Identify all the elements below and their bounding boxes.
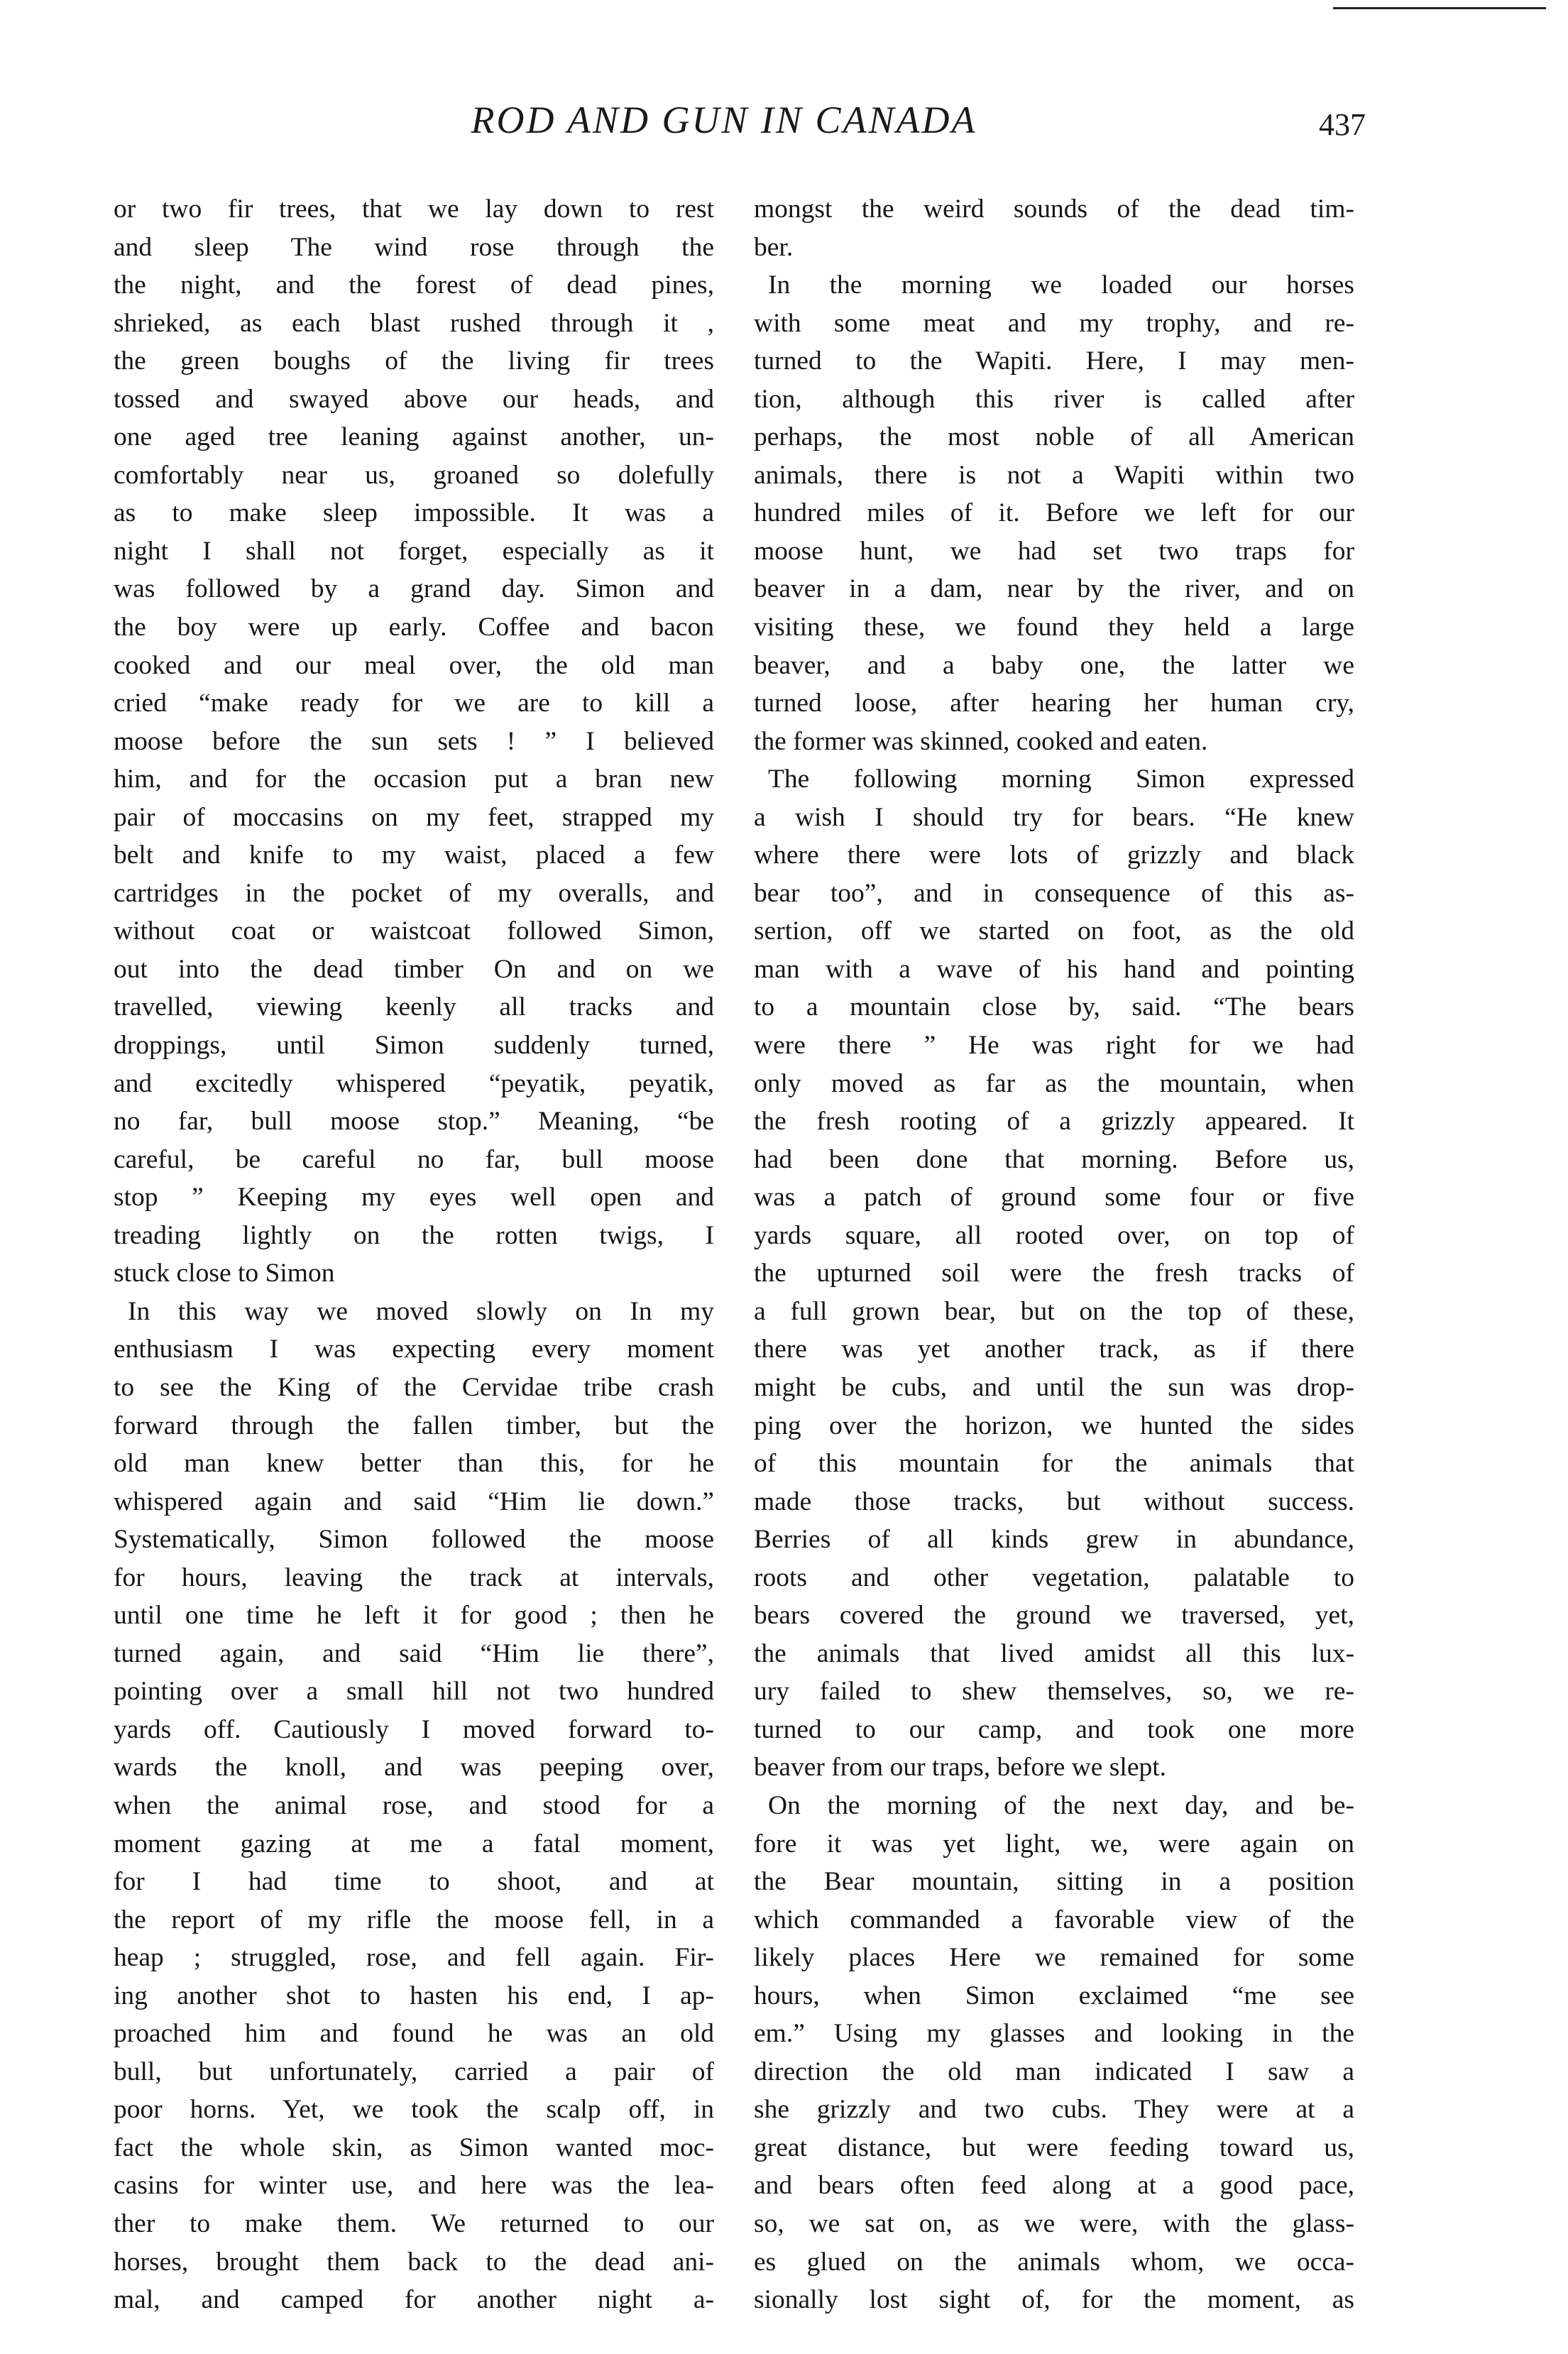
text-line: old man knew better than this, for he xyxy=(114,1449,714,1479)
text-line: ber. xyxy=(754,232,794,262)
text-line: or two fir trees, that we lay down to rest xyxy=(114,195,714,224)
text-line: heap ; struggled, rose, and fell again. Fir- xyxy=(114,1943,714,1973)
text-line: moose hunt, we had set two traps for xyxy=(754,536,1354,566)
text-line: moose before the sun sets ! ” I believed xyxy=(114,726,714,756)
text-line: ping over the horizon, we hunted the sides xyxy=(754,1411,1354,1440)
text-line: of this mountain for the animals that xyxy=(754,1449,1354,1479)
text-line: and bears often feed along at a good pace, xyxy=(754,2171,1354,2201)
text-line: direction the old man indicated I saw a xyxy=(754,2057,1354,2086)
text-line: the Bear mountain, sitting in a position xyxy=(754,1867,1354,1897)
text-line: the former was skinned, cooked and eaten. xyxy=(754,726,1208,756)
text-line: tossed and swayed above our heads, and xyxy=(114,384,714,414)
text-line: for I had time to shoot, and at xyxy=(114,1867,714,1897)
text-line: careful, be careful no far, bull moose xyxy=(114,1144,714,1174)
text-line: likely places Here we remained for some xyxy=(754,1943,1354,1973)
text-line: sionally lost sight of, for the moment, as xyxy=(754,2285,1354,2315)
text-line: perhaps, the most noble of all American xyxy=(754,422,1354,452)
text-line: so, we sat on, as we were, with the glass- xyxy=(754,2208,1354,2238)
text-line: no far, bull moose stop.” Meaning, “be xyxy=(114,1107,714,1137)
text-line: poor horns. Yet, we took the scalp off, in xyxy=(114,2095,714,2125)
text-line: beaver, and a baby one, the latter we xyxy=(754,650,1354,680)
text-line: the report of my rifle the moose fell, in a xyxy=(114,1905,714,1934)
text-line: cartridges in the pocket of my overalls, and xyxy=(114,878,714,908)
text-line: yards square, all rooted over, on top of xyxy=(754,1220,1354,1250)
text-line: pair of moccasins on my feet, strapped my xyxy=(114,802,714,832)
text-line: shrieked, as each blast rushed through it , xyxy=(114,308,714,338)
text-line: cried “make ready for we are to kill a xyxy=(114,689,714,718)
text-line: In the morning we loaded our horses xyxy=(768,270,1354,300)
text-line: horses, brought them back to the dead ani- xyxy=(114,2247,714,2277)
text-line: as to make sleep impossible. It was a xyxy=(114,498,714,528)
text-line: hundred miles of it. Before we left for our xyxy=(754,498,1354,528)
text-line: stuck close to Simon xyxy=(114,1259,335,1288)
text-line: treading lightly on the rotten twigs, I xyxy=(114,1220,714,1250)
text-line: bear too”, and in consequence of this as- xyxy=(754,878,1354,908)
text-line: Berries of all kinds grew in abundance, xyxy=(754,1525,1354,1555)
text-line: and sleep The wind rose through the xyxy=(114,232,714,262)
top-rule xyxy=(1333,7,1546,9)
text-line: The following morning Simon expressed xyxy=(768,765,1354,794)
text-line: sertion, off we started on foot, as the old xyxy=(754,916,1354,946)
text-line: where there were lots of grizzly and black xyxy=(754,841,1354,870)
text-line: only moved as far as the mountain, when xyxy=(754,1068,1354,1098)
text-line: turned loose, after hearing her human cry, xyxy=(754,689,1354,718)
text-line: she grizzly and two cubs. They were at a xyxy=(754,2095,1354,2125)
text-line: pointing over a small hill not two hundred xyxy=(114,1677,714,1707)
text-line: visiting these, we found they held a large xyxy=(754,613,1354,642)
text-line: es glued on the animals whom, we occa- xyxy=(754,2247,1354,2277)
text-line: beaver from our traps, before we slept. xyxy=(754,1753,1167,1783)
text-line: the green boughs of the living fir trees xyxy=(114,346,714,376)
text-line: the boy were up early. Coffee and bacon xyxy=(114,613,714,642)
page-number: 437 xyxy=(1319,107,1366,142)
text-line: ing another shot to hasten his end, I ap- xyxy=(114,1981,714,2010)
text-line: proached him and found he was an old xyxy=(114,2019,714,2049)
text-line: was a patch of ground some four or five xyxy=(754,1183,1354,1212)
text-line: In this way we moved slowly on In my xyxy=(128,1296,714,1326)
text-line: beaver in a dam, near by the river, and on xyxy=(754,574,1354,604)
text-line: Systematically, Simon followed the moose xyxy=(114,1525,714,1555)
text-line: moment gazing at me a fatal moment, xyxy=(114,1829,714,1858)
text-line: night I shall not forget, especially as it xyxy=(114,536,714,566)
text-line: to see the King of the Cervidae tribe crash xyxy=(114,1372,714,1402)
text-line: a wish I should try for bears. “He knew xyxy=(754,802,1354,832)
text-line: might be cubs, and until the sun was drop- xyxy=(754,1372,1354,1402)
text-line: which commanded a favorable view of the xyxy=(754,1905,1354,1934)
text-line: when the animal rose, and stood for a xyxy=(114,1790,714,1820)
text-line: mongst the weird sounds of the dead tim- xyxy=(754,195,1354,224)
text-line: bull, but unfortunately, carried a pair of xyxy=(114,2057,714,2086)
text-line: made those tracks, but without success. xyxy=(754,1487,1354,1516)
text-line: belt and knife to my waist, placed a few xyxy=(114,841,714,870)
text-line: stop ” Keeping my eyes well open and xyxy=(114,1183,714,1212)
text-line: turned again, and said “Him lie there”, xyxy=(114,1638,714,1668)
text-line: the upturned soil were the fresh tracks of xyxy=(754,1259,1354,1288)
text-line: droppings, until Simon suddenly turned, xyxy=(114,1031,714,1061)
text-line: cooked and our meal over, the old man xyxy=(114,650,714,680)
text-line: casins for winter use, and here was the lea- xyxy=(114,2171,714,2201)
text-line: with some meat and my trophy, and re- xyxy=(754,308,1354,338)
text-line: man with a wave of his hand and pointing xyxy=(754,954,1354,984)
text-line: were there ” He was right for we had xyxy=(754,1031,1354,1061)
text-line: yards off. Cautiously I moved forward to- xyxy=(114,1714,714,1744)
text-column-left xyxy=(114,190,714,2319)
text-line: until one time he left it for good ; then he xyxy=(114,1601,714,1631)
text-line: to a mountain close by, said. “The bears xyxy=(754,992,1354,1022)
text-line: the fresh rooting of a grizzly appeared. It xyxy=(754,1107,1354,1137)
text-line: and excitedly whispered “peyatik, peyatik, xyxy=(114,1068,714,1098)
text-line: animals, there is not a Wapiti within two xyxy=(754,460,1354,490)
text-line: turned to the Wapiti. Here, I may men- xyxy=(754,346,1354,376)
text-line: a full grown bear, but on the top of these, xyxy=(754,1296,1354,1326)
text-line: there was yet another track, as if there xyxy=(754,1335,1354,1364)
text-line: wards the knoll, and was peeping over, xyxy=(114,1753,714,1783)
text-line: forward through the fallen timber, but the xyxy=(114,1411,714,1440)
text-line: comfortably near us, groaned so dolefully xyxy=(114,460,714,490)
text-line: one aged tree leaning against another, un- xyxy=(114,422,714,452)
text-line: bears covered the ground we traversed, yet, xyxy=(754,1601,1354,1631)
text-line: enthusiasm I was expecting every moment xyxy=(114,1335,714,1364)
text-line: roots and other vegetation, palatable to xyxy=(754,1562,1354,1592)
text-line: out into the dead timber On and on we xyxy=(114,954,714,984)
text-line: great distance, but were feeding toward us, xyxy=(754,2133,1354,2162)
text-line: whispered again and said “Him lie down.” xyxy=(114,1487,714,1516)
text-line: without coat or waistcoat followed Simon, xyxy=(114,916,714,946)
running-header-title: ROD AND GUN IN CANADA xyxy=(471,99,977,141)
text-line: em.” Using my glasses and looking in the xyxy=(754,2019,1354,2049)
text-line: him, and for the occasion put a bran new xyxy=(114,765,714,794)
text-line: ury failed to shew themselves, so, we re- xyxy=(754,1677,1354,1707)
text-line: turned to our camp, and took one more xyxy=(754,1714,1354,1744)
text-line: had been done that morning. Before us, xyxy=(754,1144,1354,1174)
text-line: tion, although this river is called after xyxy=(754,384,1354,414)
text-line: the night, and the forest of dead pines, xyxy=(114,270,714,300)
text-line: the animals that lived amidst all this lux- xyxy=(754,1638,1354,1668)
text-column-right xyxy=(754,190,1354,2319)
text-line: was followed by a grand day. Simon and xyxy=(114,574,714,604)
text-line: ther to make them. We returned to our xyxy=(114,2208,714,2238)
text-line: for hours, leaving the track at intervals, xyxy=(114,1562,714,1592)
text-line: fore it was yet light, we, were again on xyxy=(754,1829,1354,1858)
text-line: travelled, viewing keenly all tracks and xyxy=(114,992,714,1022)
text-line: fact the whole skin, as Simon wanted moc- xyxy=(114,2133,714,2162)
text-line: mal, and camped for another night a- xyxy=(114,2285,714,2315)
text-line: hours, when Simon exclaimed “me see xyxy=(754,1981,1354,2010)
text-line: On the morning of the next day, and be- xyxy=(768,1790,1354,1820)
